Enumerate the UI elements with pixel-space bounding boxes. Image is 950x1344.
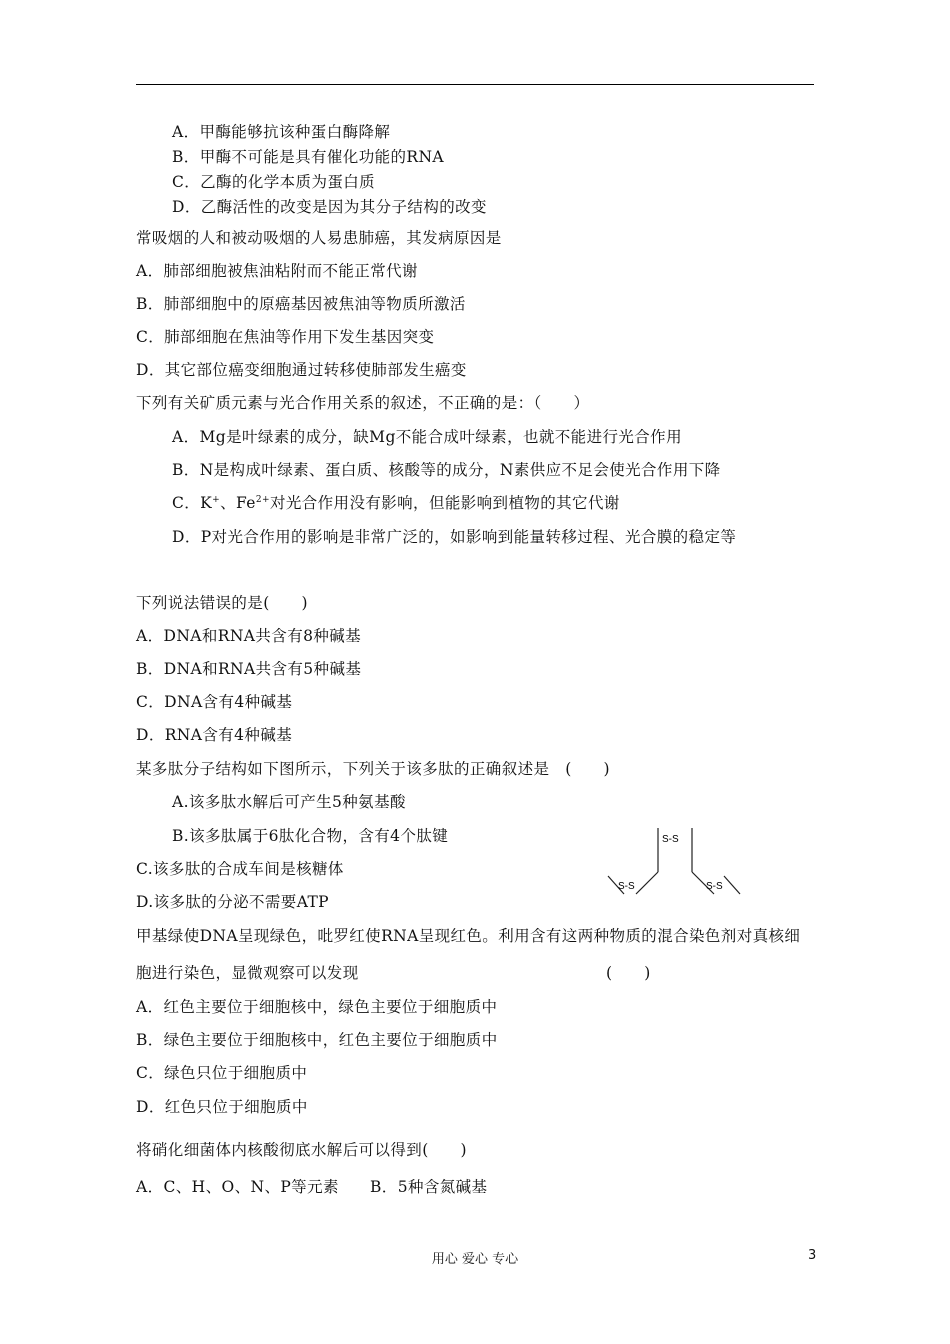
question-stem-smoking: 常吸烟的人和被动吸烟的人易患肺癌，其发病原因是 [136,229,502,247]
option-c-mid: 、Fe [220,494,256,512]
option-c: C．肺部细胞在焦油等作用下发生基因突变 [136,328,435,346]
option-d: D．P对光合作用的影响是非常广泛的，如影响到能量转移过程、光合膜的稳定等 [172,528,737,546]
option-a: A．肺部细胞被焦油粘附而不能正常代谢 [136,262,418,280]
question-stem-bases: 下列说法错误的是( ) [136,594,308,612]
disulfide-label-top: S-S [662,834,679,845]
option-c: C.该多肽的合成车间是核糖体 [136,860,344,878]
option-d: D．红色只位于细胞质中 [136,1098,308,1116]
answer-bracket: ( ) [606,964,651,982]
ion-charge: + [212,494,221,505]
disulfide-label-right: S-S [706,881,723,892]
option-b: B．绿色主要位于细胞核中，红色主要位于细胞质中 [136,1031,498,1049]
option-c-rest: 对光合作用没有影响，但能影响到植物的其它代谢 [269,494,620,512]
option-a: A．C、H、O、N、P等元素 [136,1178,339,1196]
option-d: D．RNA含有4种碱基 [136,726,293,744]
ion-charge: 2+ [255,494,270,505]
option-b: B．甲酶不可能是具有催化功能的RNA [172,148,445,166]
option-b: B．N是构成叶绿素、蛋白质、核酸等的成分，N素供应不足会使光合作用下降 [172,461,721,479]
option-b: B．5种含氮碱基 [370,1178,488,1196]
option-d: D．乙酶活性的改变是因为其分子结构的改变 [172,198,487,216]
option-a: A.该多肽水解后可产生5种氨基酸 [172,793,406,811]
option-c: C．DNA含有4种碱基 [136,693,293,711]
option-a: A．Mg是叶绿素的成分，缺Mg不能合成叶绿素，也就不能进行光合作用 [172,428,682,446]
option-d: D．其它部位癌变细胞通过转移使肺部发生癌变 [136,361,467,379]
question-stem-nitrifying: 将硝化细菌体内核酸彻底水解后可以得到( ) [136,1141,467,1159]
header-rule [136,84,814,85]
option-b: B.该多肽属于6肽化合物，含有4个肽键 [172,827,449,845]
option-a: A．DNA和RNA共含有8种碱基 [136,627,362,645]
option-b: B．肺部细胞中的原癌基因被焦油等物质所激活 [136,295,466,313]
option-a: A．甲酶能够抗该种蛋白酶降解 [172,123,391,141]
question-stem-staining-cont: 胞进行染色，显微观察可以发现 [136,964,359,982]
question-stem-mineral: 下列有关矿质元素与光合作用关系的叙述，不正确的是：（ ） [136,394,590,412]
question-stem-staining: 甲基绿使DNA呈现绿色，吡罗红使RNA呈现红色。利用含有这两种物质的混合染色剂对真核细 [136,927,801,945]
question-stem-peptide: 某多肽分子结构如下图所示，下列关于该多肽的正确叙述是 ( ) [136,760,610,778]
option-d: D.该多肽的分泌不需要ATP [136,893,330,911]
option-c-prefix: C．K [172,494,213,512]
option-a: A．红色主要位于细胞核中，绿色主要位于细胞质中 [136,998,498,1016]
option-b: B．DNA和RNA共含有5种碱基 [136,660,362,678]
disulfide-label-left: S-S [618,881,635,892]
polypeptide-structure-diagram [606,828,746,898]
option-c [172,493,620,513]
page-footer: 用心 爱心 专心 [431,1252,519,1267]
page-number: 3 [808,1248,817,1263]
option-c: C．绿色只位于细胞质中 [136,1064,308,1082]
option-c: C．乙酶的化学本质为蛋白质 [172,173,376,191]
